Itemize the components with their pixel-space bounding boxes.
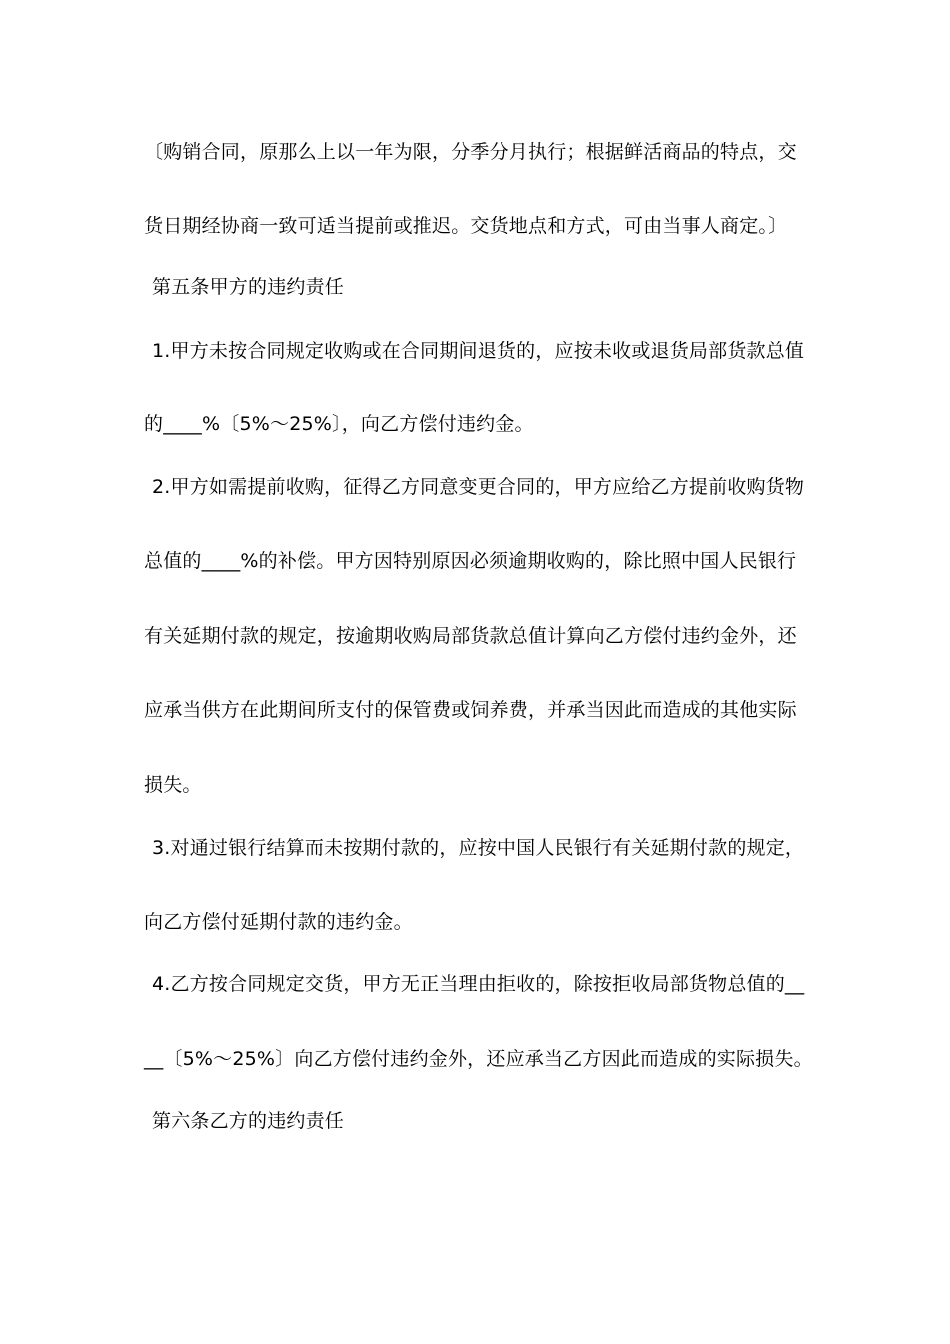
paragraph-line: __〔5%～25%〕向乙方偿付违约金外，还应承当乙方因此而造成的实际损失。 [144, 1048, 813, 1070]
paragraph-line: 向乙方偿付延期付款的违约金。 [144, 911, 413, 933]
paragraph-line: 应承当供方在此期间所支付的保管费或饲养费，并承当因此而造成的其他实际 [144, 699, 797, 721]
section-heading: 第六条乙方的违约责任 [152, 1110, 345, 1132]
clause-item: 3.对通过银行结算而未按期付款的，应按中国人民银行有关延期付款的规定， [152, 837, 805, 859]
clause-item: 1.甲方未按合同规定收购或在合同期间退货的，应按未收或退货局部货款总值 [152, 340, 805, 362]
clause-item: 2.甲方如需提前收购，征得乙方同意变更合同的，甲方应给乙方提前收购货物 [152, 476, 805, 498]
paragraph-line: 货日期经协商一致可适当提前或推迟。交货地点和方式，可由当事人商定。〕 [144, 215, 788, 237]
paragraph-line: 的____%〔5%～25%〕，向乙方偿付违约金。 [144, 413, 534, 435]
paragraph-line: 有关延期付款的规定，按逾期收购局部货款总值计算向乙方偿付违约金外，还 [144, 625, 797, 647]
paragraph-line: 损失。 [144, 774, 202, 796]
paragraph-line: 总值的____%的补偿。甲方因特别原因必须逾期收购的，除比照中国人民银行 [144, 550, 797, 572]
paragraph-line: 〔购销合同，原那么上以一年为限，分季分月执行；根据鲜活商品的特点，交 [144, 141, 797, 163]
clause-item: 4.乙方按合同规定交货，甲方无正当理由拒收的，除按拒收局部货物总值的__ [152, 973, 805, 995]
section-heading: 第五条甲方的违约责任 [152, 276, 345, 298]
